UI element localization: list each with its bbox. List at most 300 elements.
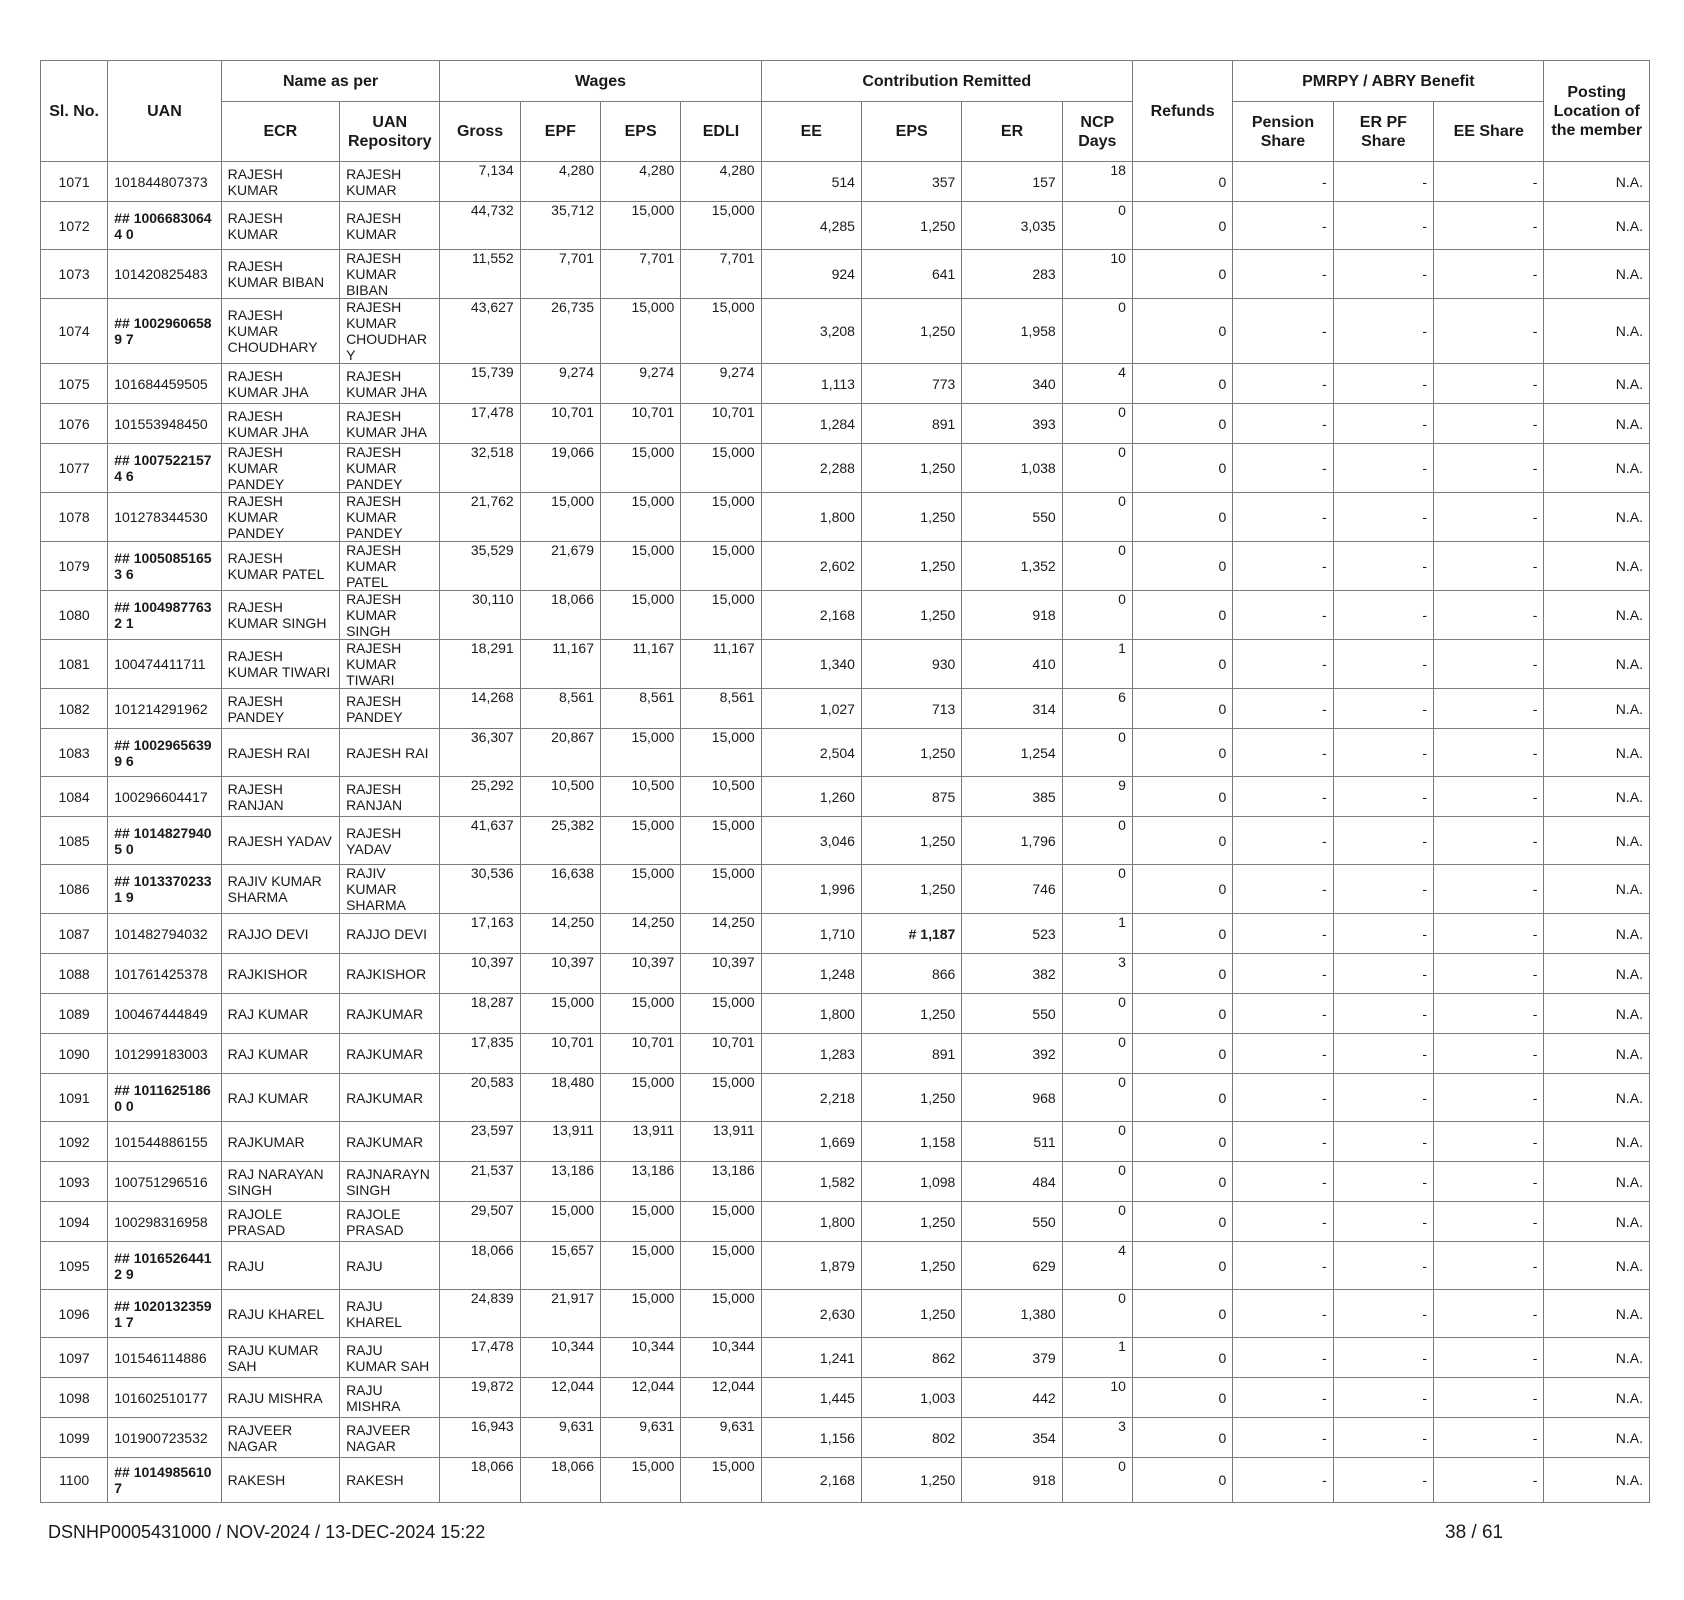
cell-posting-location: N.A. — [1544, 444, 1650, 493]
cell-eps-contribution: 1,250 — [861, 994, 961, 1034]
cell-gross: 17,163 — [440, 914, 520, 954]
cell-refunds: 0 — [1132, 1290, 1232, 1338]
cell-er: 968 — [962, 1074, 1062, 1122]
cell-ncp-days: 0 — [1062, 1034, 1132, 1074]
cell-epf: 18,480 — [520, 1074, 600, 1122]
table-row — [41, 1338, 1650, 1378]
cell-uan-repository-name: RAJESH KUMAR JHA — [340, 404, 440, 444]
cell-pension-share: - — [1233, 865, 1333, 914]
cell-pension-share: - — [1233, 1378, 1333, 1418]
cell-er-pf-share: - — [1333, 914, 1433, 954]
cell-ee: 1,113 — [761, 364, 861, 404]
cell-posting-location: N.A. — [1544, 729, 1650, 777]
cell-ecr-name: RAJESH KUMAR — [221, 202, 339, 250]
cell-ncp-days: 10 — [1062, 1378, 1132, 1418]
cell-eps-wages: 15,000 — [601, 202, 681, 250]
cell-eps-wages: 15,000 — [601, 1202, 681, 1242]
cell-eps-wages: 13,186 — [601, 1162, 681, 1202]
cell-ee-share: - — [1434, 364, 1544, 404]
cell-er: 550 — [962, 1202, 1062, 1242]
cell-uan-repository-name: RAJU KUMAR SAH — [340, 1338, 440, 1378]
cell-eps-wages: 9,631 — [601, 1418, 681, 1458]
table-row — [41, 640, 1650, 689]
cell-eps-wages: 12,044 — [601, 1378, 681, 1418]
cell-edli: 7,701 — [681, 250, 761, 299]
cell-refunds: 0 — [1132, 202, 1232, 250]
cell-pension-share: - — [1233, 817, 1333, 865]
cell-posting-location: N.A. — [1544, 364, 1650, 404]
cell-gross: 43,627 — [440, 299, 520, 364]
cell-uan: 101278344530 — [108, 493, 221, 542]
cell-gross: 18,066 — [440, 1242, 520, 1290]
cell-pension-share: - — [1233, 1338, 1333, 1378]
cell-er-pf-share: - — [1333, 299, 1433, 364]
cell-er-pf-share: - — [1333, 1162, 1433, 1202]
cell-er-pf-share: - — [1333, 1378, 1433, 1418]
cell-er-pf-share: - — [1333, 1458, 1433, 1503]
cell-eps-wages: 15,000 — [601, 1458, 681, 1503]
cell-ee-share: - — [1434, 729, 1544, 777]
cell-eps-wages: 15,000 — [601, 1074, 681, 1122]
cell-pension-share: - — [1233, 1418, 1333, 1458]
cell-sl-no: 1100 — [41, 1458, 108, 1503]
cell-ee-share: - — [1434, 542, 1544, 591]
cell-eps-wages: 15,000 — [601, 817, 681, 865]
cell-uan-repository-name: RAJKUMAR — [340, 1034, 440, 1074]
cell-er-pf-share: - — [1333, 994, 1433, 1034]
cell-epf: 21,679 — [520, 542, 600, 591]
cell-ecr-name: RAJJO DEVI — [221, 914, 339, 954]
cell-ee-share: - — [1434, 1122, 1544, 1162]
group-wages: Wages — [440, 61, 761, 102]
cell-sl-no: 1089 — [41, 994, 108, 1034]
cell-edli: 15,000 — [681, 542, 761, 591]
cell-eps-contribution: 891 — [861, 1034, 961, 1074]
cell-pension-share: - — [1233, 689, 1333, 729]
cell-ncp-days: 0 — [1062, 1290, 1132, 1338]
cell-posting-location: N.A. — [1544, 1162, 1650, 1202]
cell-uan: 101844807373 — [108, 162, 221, 202]
table-row — [41, 689, 1650, 729]
cell-er-pf-share: - — [1333, 689, 1433, 729]
cell-er: 442 — [962, 1378, 1062, 1418]
cell-uan-repository-name: RAJESH KUMAR PANDEY — [340, 444, 440, 493]
cell-ecr-name: RAJKISHOR — [221, 954, 339, 994]
cell-posting-location: N.A. — [1544, 914, 1650, 954]
cell-posting-location: N.A. — [1544, 591, 1650, 640]
cell-edli: 12,044 — [681, 1378, 761, 1418]
col-uan-repository: UAN Repository — [340, 102, 440, 162]
cell-ncp-days: 0 — [1062, 1162, 1132, 1202]
cell-ee: 924 — [761, 250, 861, 299]
cell-uan-repository-name: RAJVEER NAGAR — [340, 1418, 440, 1458]
cell-ee: 1,027 — [761, 689, 861, 729]
table-row — [41, 444, 1650, 493]
cell-er-pf-share: - — [1333, 1202, 1433, 1242]
cell-refunds: 0 — [1132, 542, 1232, 591]
cell-refunds: 0 — [1132, 1458, 1232, 1503]
cell-ee-share: - — [1434, 1034, 1544, 1074]
cell-uan-repository-name: RAJESH KUMAR PATEL — [340, 542, 440, 591]
cell-er: 511 — [962, 1122, 1062, 1162]
cell-ecr-name: RAJU KUMAR SAH — [221, 1338, 339, 1378]
cell-uan: 100467444849 — [108, 994, 221, 1034]
cell-epf: 7,701 — [520, 250, 600, 299]
cell-epf: 18,066 — [520, 591, 600, 640]
cell-eps-wages: 15,000 — [601, 1290, 681, 1338]
cell-epf: 12,044 — [520, 1378, 600, 1418]
cell-edli: 15,000 — [681, 1074, 761, 1122]
cell-pension-share: - — [1233, 1162, 1333, 1202]
cell-ee: 1,283 — [761, 1034, 861, 1074]
cell-er: 157 — [962, 162, 1062, 202]
cell-eps-wages: 9,274 — [601, 364, 681, 404]
cell-er: 1,038 — [962, 444, 1062, 493]
cell-ncp-days: 1 — [1062, 1338, 1132, 1378]
cell-uan: 101299183003 — [108, 1034, 221, 1074]
table-row — [41, 1122, 1650, 1162]
cell-er-pf-share: - — [1333, 493, 1433, 542]
cell-gross: 30,536 — [440, 865, 520, 914]
cell-er-pf-share: - — [1333, 162, 1433, 202]
cell-uan-repository-name: RAJOLE PRASAD — [340, 1202, 440, 1242]
cell-pension-share: - — [1233, 1458, 1333, 1503]
col-sl-no: Sl. No. — [41, 61, 108, 162]
cell-gross: 29,507 — [440, 1202, 520, 1242]
cell-er-pf-share: - — [1333, 1034, 1433, 1074]
cell-ee: 2,168 — [761, 591, 861, 640]
cell-ee: 1,710 — [761, 914, 861, 954]
cell-edli: 15,000 — [681, 299, 761, 364]
page-number: 38 / 61 — [1445, 1522, 1504, 1543]
table-row — [41, 202, 1650, 250]
cell-uan: 101420825483 — [108, 250, 221, 299]
cell-edli: 14,250 — [681, 914, 761, 954]
cell-uan: ## 10133702331 9 — [108, 865, 221, 914]
cell-ncp-days: 0 — [1062, 493, 1132, 542]
cell-ee-share: - — [1434, 777, 1544, 817]
col-ecr: ECR — [221, 102, 339, 162]
cell-sl-no: 1096 — [41, 1290, 108, 1338]
cell-gross: 35,529 — [440, 542, 520, 591]
cell-ecr-name: RAJOLE PRASAD — [221, 1202, 339, 1242]
cell-edli: 10,344 — [681, 1338, 761, 1378]
cell-sl-no: 1093 — [41, 1162, 108, 1202]
cell-eps-contribution: # 1,187 — [861, 914, 961, 954]
cell-ecr-name: RAJESH KUMAR SINGH — [221, 591, 339, 640]
cell-ee: 3,208 — [761, 299, 861, 364]
table-header — [41, 61, 1650, 162]
cell-edli: 13,911 — [681, 1122, 761, 1162]
cell-ee-share: - — [1434, 994, 1544, 1034]
cell-ecr-name: RAJ KUMAR — [221, 994, 339, 1034]
cell-gross: 24,839 — [440, 1290, 520, 1338]
table-row — [41, 1162, 1650, 1202]
cell-epf: 21,917 — [520, 1290, 600, 1338]
cell-eps-contribution: 1,250 — [861, 1458, 961, 1503]
cell-er-pf-share: - — [1333, 1418, 1433, 1458]
cell-posting-location: N.A. — [1544, 954, 1650, 994]
cell-ecr-name: RAJESH KUMAR — [221, 162, 339, 202]
cell-ncp-days: 10 — [1062, 250, 1132, 299]
col-er: ER — [962, 102, 1062, 162]
table-row — [41, 1242, 1650, 1290]
cell-uan: 101544886155 — [108, 1122, 221, 1162]
cell-posting-location: N.A. — [1544, 1418, 1650, 1458]
cell-gross: 23,597 — [440, 1122, 520, 1162]
cell-pension-share: - — [1233, 591, 1333, 640]
cell-uan-repository-name: RAJU KHAREL — [340, 1290, 440, 1338]
cell-refunds: 0 — [1132, 1242, 1232, 1290]
cell-ecr-name: RAJ KUMAR — [221, 1074, 339, 1122]
cell-pension-share: - — [1233, 640, 1333, 689]
cell-refunds: 0 — [1132, 444, 1232, 493]
cell-er-pf-share: - — [1333, 542, 1433, 591]
cell-er-pf-share: - — [1333, 954, 1433, 994]
cell-ee: 1,996 — [761, 865, 861, 914]
cell-edli: 15,000 — [681, 1290, 761, 1338]
cell-er: 1,254 — [962, 729, 1062, 777]
cell-er-pf-share: - — [1333, 1122, 1433, 1162]
cell-er: 918 — [962, 591, 1062, 640]
cell-eps-contribution: 866 — [861, 954, 961, 994]
cell-refunds: 0 — [1132, 591, 1232, 640]
cell-ee-share: - — [1434, 202, 1544, 250]
cell-sl-no: 1095 — [41, 1242, 108, 1290]
cell-eps-contribution: 1,250 — [861, 1202, 961, 1242]
cell-uan-repository-name: RAJKISHOR — [340, 954, 440, 994]
cell-ee-share: - — [1434, 689, 1544, 729]
cell-edli: 10,701 — [681, 1034, 761, 1074]
cell-uan-repository-name: RAJESH KUMAR SINGH — [340, 591, 440, 640]
cell-eps-contribution: 891 — [861, 404, 961, 444]
cell-edli: 10,500 — [681, 777, 761, 817]
cell-sl-no: 1099 — [41, 1418, 108, 1458]
cell-epf: 15,000 — [520, 1202, 600, 1242]
cell-edli: 9,631 — [681, 1418, 761, 1458]
cell-pension-share: - — [1233, 914, 1333, 954]
cell-eps-wages: 10,500 — [601, 777, 681, 817]
cell-ncp-days: 4 — [1062, 364, 1132, 404]
cell-sl-no: 1088 — [41, 954, 108, 994]
cell-er: 3,035 — [962, 202, 1062, 250]
col-uan: UAN — [108, 61, 221, 162]
cell-eps-contribution: 1,250 — [861, 493, 961, 542]
cell-eps-contribution: 802 — [861, 1418, 961, 1458]
cell-ee: 2,602 — [761, 542, 861, 591]
cell-ee-share: - — [1434, 865, 1544, 914]
cell-ncp-days: 0 — [1062, 542, 1132, 591]
cell-ncp-days: 6 — [1062, 689, 1132, 729]
cell-gross: 17,478 — [440, 404, 520, 444]
cell-uan: 100298316958 — [108, 1202, 221, 1242]
cell-edli: 8,561 — [681, 689, 761, 729]
cell-ee: 1,800 — [761, 1202, 861, 1242]
cell-ncp-days: 0 — [1062, 404, 1132, 444]
cell-epf: 11,167 — [520, 640, 600, 689]
cell-eps-contribution: 1,098 — [861, 1162, 961, 1202]
group-name-as-per: Name as per — [221, 61, 440, 102]
cell-ecr-name: RAJESH KUMAR JHA — [221, 404, 339, 444]
cell-epf: 15,657 — [520, 1242, 600, 1290]
cell-ecr-name: RAJKUMAR — [221, 1122, 339, 1162]
cell-ecr-name: RAJU KHAREL — [221, 1290, 339, 1338]
cell-er: 354 — [962, 1418, 1062, 1458]
cell-refunds: 0 — [1132, 1122, 1232, 1162]
cell-sl-no: 1092 — [41, 1122, 108, 1162]
cell-refunds: 0 — [1132, 817, 1232, 865]
cell-edli: 10,701 — [681, 404, 761, 444]
cell-uan-repository-name: RAJESH RAI — [340, 729, 440, 777]
cell-pension-share: - — [1233, 1202, 1333, 1242]
cell-ecr-name: RAJESH RANJAN — [221, 777, 339, 817]
cell-gross: 18,287 — [440, 994, 520, 1034]
cell-uan: ## 10049877632 1 — [108, 591, 221, 640]
cell-sl-no: 1072 — [41, 202, 108, 250]
cell-ee-share: - — [1434, 250, 1544, 299]
cell-uan: ## 10050851653 6 — [108, 542, 221, 591]
cell-er: 629 — [962, 1242, 1062, 1290]
cell-sl-no: 1079 — [41, 542, 108, 591]
cell-ee: 1,800 — [761, 994, 861, 1034]
cell-uan-repository-name: RAKESH — [340, 1458, 440, 1503]
cell-eps-wages: 15,000 — [601, 865, 681, 914]
cell-uan-repository-name: RAJESH YADAV — [340, 817, 440, 865]
cell-uan: ## 10201323591 7 — [108, 1290, 221, 1338]
table-row — [41, 994, 1650, 1034]
cell-er: 1,796 — [962, 817, 1062, 865]
cell-ee: 1,800 — [761, 493, 861, 542]
cell-posting-location: N.A. — [1544, 542, 1650, 591]
table-row — [41, 817, 1650, 865]
cell-gross: 32,518 — [440, 444, 520, 493]
cell-uan-repository-name: RAJNARAYN SINGH — [340, 1162, 440, 1202]
cell-gross: 18,291 — [440, 640, 520, 689]
cell-posting-location: N.A. — [1544, 250, 1650, 299]
cell-gross: 30,110 — [440, 591, 520, 640]
cell-edli: 15,000 — [681, 1202, 761, 1242]
cell-edli: 15,000 — [681, 202, 761, 250]
cell-ee-share: - — [1434, 404, 1544, 444]
cell-sl-no: 1098 — [41, 1378, 108, 1418]
cell-ecr-name: RAJESH KUMAR PANDEY — [221, 444, 339, 493]
cell-er-pf-share: - — [1333, 1074, 1433, 1122]
cell-er: 746 — [962, 865, 1062, 914]
cell-uan-repository-name: RAJESH KUMAR — [340, 162, 440, 202]
cell-sl-no: 1087 — [41, 914, 108, 954]
cell-ee-share: - — [1434, 817, 1544, 865]
cell-ee-share: - — [1434, 1162, 1544, 1202]
col-pension-share: Pension Share — [1233, 102, 1333, 162]
cell-eps-wages: 15,000 — [601, 542, 681, 591]
cell-ecr-name: RAJ KUMAR — [221, 1034, 339, 1074]
cell-uan-repository-name: RAJESH PANDEY — [340, 689, 440, 729]
cell-uan-repository-name: RAJESH RANJAN — [340, 777, 440, 817]
cell-ecr-name: RAJESH PANDEY — [221, 689, 339, 729]
cell-posting-location: N.A. — [1544, 493, 1650, 542]
cell-uan: 101602510177 — [108, 1378, 221, 1418]
cell-pension-share: - — [1233, 493, 1333, 542]
cell-refunds: 0 — [1132, 1338, 1232, 1378]
cell-ee-share: - — [1434, 914, 1544, 954]
cell-ncp-days: 0 — [1062, 1202, 1132, 1242]
cell-sl-no: 1084 — [41, 777, 108, 817]
cell-ecr-name: RAJVEER NAGAR — [221, 1418, 339, 1458]
cell-ee-share: - — [1434, 640, 1544, 689]
cell-refunds: 0 — [1132, 250, 1232, 299]
cell-ee-share: - — [1434, 591, 1544, 640]
cell-eps-contribution: 930 — [861, 640, 961, 689]
cell-sl-no: 1090 — [41, 1034, 108, 1074]
cell-ncp-days: 3 — [1062, 954, 1132, 994]
table-row — [41, 914, 1650, 954]
cell-edli: 15,000 — [681, 1458, 761, 1503]
cell-pension-share: - — [1233, 202, 1333, 250]
cell-pension-share: - — [1233, 162, 1333, 202]
cell-eps-contribution: 1,250 — [861, 865, 961, 914]
cell-uan-repository-name: RAJESH KUMAR BIBAN — [340, 250, 440, 299]
cell-eps-wages: 8,561 — [601, 689, 681, 729]
group-pmrpy-abry: PMRPY / ABRY Benefit — [1233, 61, 1544, 102]
cell-pension-share: - — [1233, 1122, 1333, 1162]
cell-pension-share: - — [1233, 444, 1333, 493]
cell-eps-contribution: 1,250 — [861, 1242, 961, 1290]
cell-sl-no: 1094 — [41, 1202, 108, 1242]
col-posting-location: Posting Location of the member — [1544, 61, 1650, 162]
cell-er-pf-share: - — [1333, 640, 1433, 689]
cell-ee-share: - — [1434, 493, 1544, 542]
table-row — [41, 1290, 1650, 1338]
cell-ee: 4,285 — [761, 202, 861, 250]
cell-ecr-name: RAJESH KUMAR BIBAN — [221, 250, 339, 299]
cell-ncp-days: 0 — [1062, 1074, 1132, 1122]
cell-posting-location: N.A. — [1544, 202, 1650, 250]
cell-er: 918 — [962, 1458, 1062, 1503]
cell-sl-no: 1080 — [41, 591, 108, 640]
cell-refunds: 0 — [1132, 777, 1232, 817]
cell-eps-contribution: 1,250 — [861, 591, 961, 640]
cell-posting-location: N.A. — [1544, 404, 1650, 444]
cell-uan-repository-name: RAJESH KUMAR TIWARI — [340, 640, 440, 689]
cell-er: 1,380 — [962, 1290, 1062, 1338]
cell-posting-location: N.A. — [1544, 817, 1650, 865]
table-row — [41, 1458, 1650, 1503]
cell-ee: 1,340 — [761, 640, 861, 689]
cell-ecr-name: RAJESH KUMAR JHA — [221, 364, 339, 404]
cell-edli: 15,000 — [681, 444, 761, 493]
cell-epf: 10,397 — [520, 954, 600, 994]
table-row — [41, 729, 1650, 777]
cell-uan: ## 10029606589 7 — [108, 299, 221, 364]
cell-ecr-name: RAJESH RAI — [221, 729, 339, 777]
cell-gross: 19,872 — [440, 1378, 520, 1418]
cell-er: 523 — [962, 914, 1062, 954]
cell-edli: 15,000 — [681, 994, 761, 1034]
cell-edli: 15,000 — [681, 729, 761, 777]
cell-uan-repository-name: RAJESH KUMAR PANDEY — [340, 493, 440, 542]
cell-er-pf-share: - — [1333, 1338, 1433, 1378]
table-row — [41, 250, 1650, 299]
table-row — [41, 364, 1650, 404]
cell-posting-location: N.A. — [1544, 1458, 1650, 1503]
cell-ee-share: - — [1434, 1202, 1544, 1242]
cell-eps-contribution: 875 — [861, 777, 961, 817]
cell-refunds: 0 — [1132, 404, 1232, 444]
cell-gross: 20,583 — [440, 1074, 520, 1122]
cell-uan: ## 10116251860 0 — [108, 1074, 221, 1122]
cell-refunds: 0 — [1132, 1074, 1232, 1122]
cell-ee-share: - — [1434, 1242, 1544, 1290]
